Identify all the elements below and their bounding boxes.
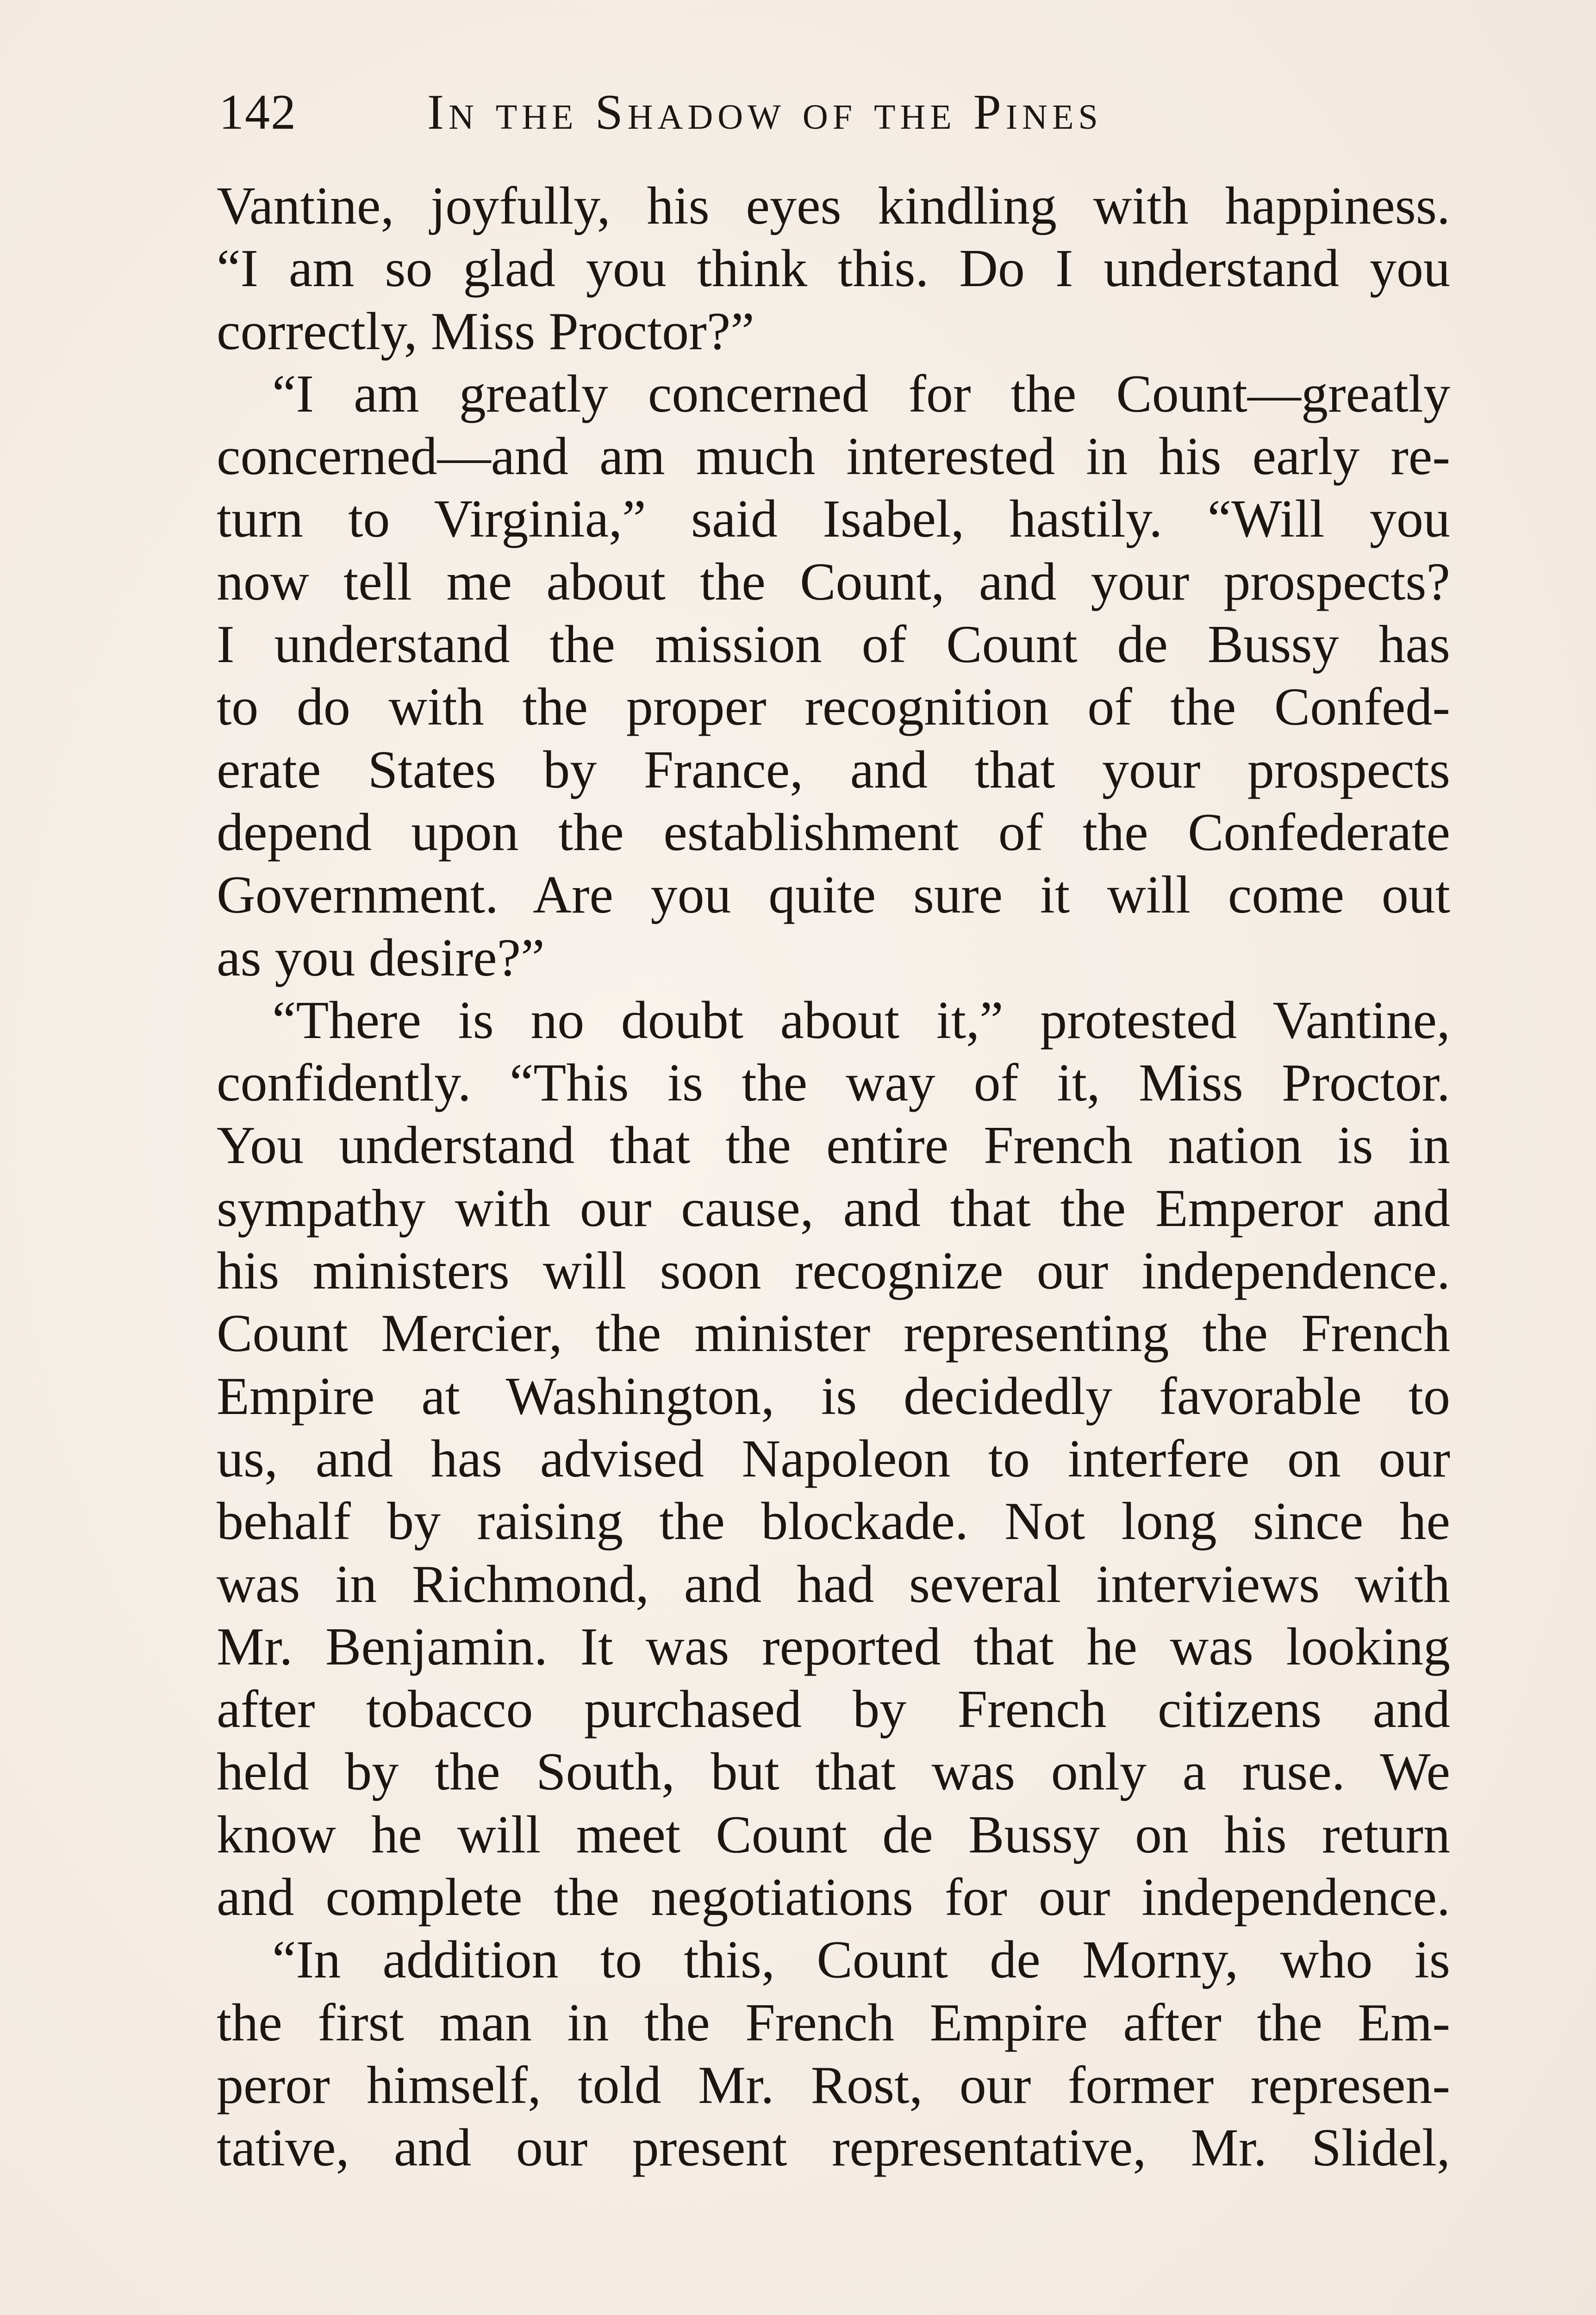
text-line: turn to Virginia,” said Isabel, hastily. “Will you bbox=[217, 489, 1450, 549]
text-line: to do with the proper recognition of the Confed- bbox=[217, 677, 1450, 737]
text-line: “I am so glad you think this. Do I understand you bbox=[217, 239, 1450, 299]
text-line: depend upon the establishment of the Confederate bbox=[217, 802, 1450, 862]
text-line: “I am greatly concerned for the Count—greatly bbox=[272, 364, 1450, 424]
text-line: tative, and our present representative, Mr. Slidel, bbox=[217, 2118, 1450, 2178]
running-head bbox=[219, 74, 1450, 144]
text-line: erate States by France, and that your prospects bbox=[217, 740, 1450, 800]
page-number: 142 bbox=[219, 85, 297, 140]
text-line: as you desire?” bbox=[217, 928, 545, 988]
text-line: Count Mercier, the minister representing the French bbox=[217, 1304, 1450, 1364]
text-line: after tobacco purchased by French citizens and bbox=[217, 1680, 1450, 1739]
text-line: sympathy with our cause, and that the Emperor and bbox=[217, 1178, 1450, 1238]
text-line: Empire at Washington, is decidedly favorable to bbox=[217, 1366, 1450, 1426]
text-line: know he will meet Count de Bussy on his return bbox=[217, 1805, 1450, 1865]
text-line: was in Richmond, and had several interviews with bbox=[217, 1554, 1450, 1614]
text-line: us, and has advised Napoleon to interfere on our bbox=[217, 1429, 1450, 1489]
book-title: In the Shadow of the Pines bbox=[427, 85, 1103, 140]
text-line: Vantine, joyfully, his eyes kindling with happiness. bbox=[217, 176, 1450, 236]
text-line: now tell me about the Count, and your prospects? bbox=[217, 552, 1450, 612]
text-line: You understand that the entire French nation is in bbox=[217, 1116, 1450, 1176]
text-line: Mr. Benjamin. It was reported that he was looking bbox=[217, 1617, 1450, 1677]
text-line: the first man in the French Empire after the Em- bbox=[217, 1993, 1450, 2052]
text-line: “There is no doubt about it,” protested Vantine, bbox=[272, 990, 1450, 1050]
text-line: behalf by raising the blockade. Not long since he bbox=[217, 1492, 1450, 1552]
text-line: peror himself, told Mr. Rost, our former represen- bbox=[217, 2055, 1450, 2115]
text-line: “In addition to this, Count de Morny, who is bbox=[272, 1930, 1450, 1990]
text-line: and complete the negotiations for our independence. bbox=[217, 1868, 1450, 1927]
text-line: I understand the mission of Count de Bussy has bbox=[217, 615, 1450, 675]
text-line: concerned—and am much interested in his early re- bbox=[217, 427, 1450, 487]
text-line: correctly, Miss Proctor?” bbox=[217, 301, 754, 361]
text-line: Government. Are you quite sure it will come out bbox=[217, 865, 1450, 925]
body-text bbox=[217, 175, 1450, 2180]
text-line: confidently. “This is the way of it, Miss Proctor. bbox=[217, 1053, 1450, 1113]
text-line: held by the South, but that was only a ruse. We bbox=[217, 1742, 1450, 1802]
text-line: his ministers will soon recognize our independence. bbox=[217, 1241, 1450, 1301]
